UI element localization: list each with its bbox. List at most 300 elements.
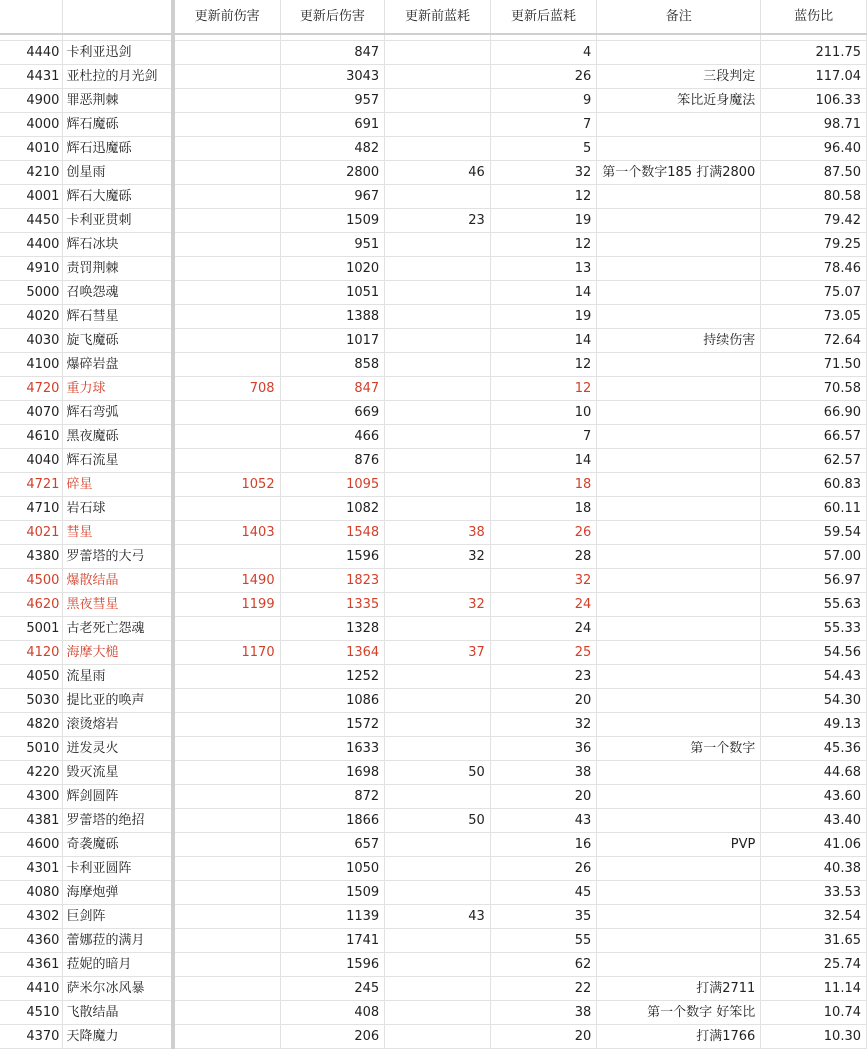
cell-after-damage[interactable]: 1082 xyxy=(280,496,385,520)
cell-id[interactable]: 4020 xyxy=(0,304,63,328)
cell-note[interactable] xyxy=(597,616,761,640)
cell-after-damage[interactable]: 1823 xyxy=(280,568,385,592)
cell-before-fp[interactable] xyxy=(385,784,491,808)
cell-spell-name[interactable]: 彗星 xyxy=(63,520,173,544)
cell-after-fp[interactable]: 7 xyxy=(490,112,597,136)
cell-after-damage[interactable]: 1633 xyxy=(280,736,385,760)
cell-note[interactable] xyxy=(597,280,761,304)
cell-id[interactable]: 4302 xyxy=(0,904,63,928)
cell-ratio[interactable]: 59.54 xyxy=(761,520,867,544)
cell-spell-name[interactable]: 萨米尔冰风暴 xyxy=(63,976,173,1000)
cell-ratio[interactable]: 55.63 xyxy=(761,592,867,616)
cell-before-damage[interactable] xyxy=(173,928,281,952)
cell-spell-name[interactable]: 罪恶荆棘 xyxy=(63,88,173,112)
cell-after-damage[interactable]: 1388 xyxy=(280,304,385,328)
cell-id[interactable]: 5030 xyxy=(0,688,63,712)
cell-after-damage[interactable]: 1364 xyxy=(280,640,385,664)
cell-after-damage[interactable]: 1050 xyxy=(280,856,385,880)
cell-note[interactable] xyxy=(597,304,761,328)
cell-note[interactable]: 第一个数字 xyxy=(597,736,761,760)
cell-ratio[interactable]: 43.60 xyxy=(761,784,867,808)
cell-before-damage[interactable] xyxy=(173,352,281,376)
cell-after-damage[interactable]: 1596 xyxy=(280,952,385,976)
cell-before-fp[interactable] xyxy=(385,448,491,472)
cell-spell-name[interactable]: 黑夜彗星 xyxy=(63,592,173,616)
cell-ratio[interactable]: 45.36 xyxy=(761,736,867,760)
cell-after-fp[interactable]: 12 xyxy=(490,232,597,256)
cell-after-damage[interactable]: 408 xyxy=(280,1000,385,1024)
cell-before-fp[interactable] xyxy=(385,832,491,856)
cell-after-damage[interactable]: 669 xyxy=(280,400,385,424)
cell-before-fp[interactable] xyxy=(385,424,491,448)
cell-note[interactable]: 笨比近身魔法 xyxy=(597,88,761,112)
cell-before-damage[interactable] xyxy=(173,808,281,832)
cell-note[interactable] xyxy=(597,352,761,376)
cell-after-fp[interactable]: 23 xyxy=(490,664,597,688)
cell-ratio[interactable]: 78.46 xyxy=(761,256,867,280)
cell-id[interactable]: 4900 xyxy=(0,88,63,112)
cell-ratio[interactable]: 33.53 xyxy=(761,880,867,904)
cell-note[interactable]: 第一个数字 好笨比 xyxy=(597,1000,761,1024)
cell-note[interactable] xyxy=(597,880,761,904)
cell-spell-name[interactable]: 黑夜魔砾 xyxy=(63,424,173,448)
cell-spell-name[interactable]: 亚杜拉的月光剑 xyxy=(63,64,173,88)
cell-after-fp[interactable]: 14 xyxy=(490,448,597,472)
cell-spell-name[interactable]: 卡利亚贯刺 xyxy=(63,208,173,232)
cell-before-damage[interactable]: 1052 xyxy=(173,472,281,496)
cell-spell-name[interactable]: 蕾娜菈的满月 xyxy=(63,928,173,952)
cell-after-fp[interactable]: 16 xyxy=(490,832,597,856)
cell-id[interactable]: 4381 xyxy=(0,808,63,832)
cell-after-fp[interactable]: 26 xyxy=(490,856,597,880)
cell-after-fp[interactable]: 12 xyxy=(490,352,597,376)
cell-after-fp[interactable]: 38 xyxy=(490,1000,597,1024)
cell-id[interactable]: 4820 xyxy=(0,712,63,736)
cell-before-damage[interactable]: 1490 xyxy=(173,568,281,592)
cell-id[interactable]: 4620 xyxy=(0,592,63,616)
cell-id[interactable]: 4450 xyxy=(0,208,63,232)
header-cell-before-damage[interactable]: 更新前伤害 xyxy=(173,0,281,34)
cell-after-fp[interactable]: 12 xyxy=(490,376,597,400)
cell-before-fp[interactable] xyxy=(385,928,491,952)
cell-ratio[interactable]: 40.38 xyxy=(761,856,867,880)
cell-id[interactable]: 4380 xyxy=(0,544,63,568)
cell-ratio[interactable]: 60.83 xyxy=(761,472,867,496)
cell-after-fp[interactable]: 32 xyxy=(490,712,597,736)
cell-before-damage[interactable] xyxy=(173,112,281,136)
cell-id[interactable]: 4610 xyxy=(0,424,63,448)
cell-note[interactable] xyxy=(597,808,761,832)
cell-note[interactable]: 第一个数字185 打满2800 xyxy=(597,160,761,184)
cell-id[interactable]: 4361 xyxy=(0,952,63,976)
cell-before-damage[interactable] xyxy=(173,616,281,640)
cell-before-damage[interactable] xyxy=(173,496,281,520)
cell-after-damage[interactable]: 872 xyxy=(280,784,385,808)
cell-note[interactable]: PVP xyxy=(597,832,761,856)
cell-spell-name[interactable]: 辉石弯弧 xyxy=(63,400,173,424)
cell-id[interactable]: 4370 xyxy=(0,1024,63,1048)
cell-note[interactable] xyxy=(597,448,761,472)
cell-id[interactable]: 4500 xyxy=(0,568,63,592)
cell-after-damage[interactable]: 847 xyxy=(280,376,385,400)
cell-before-damage[interactable] xyxy=(173,760,281,784)
cell-ratio[interactable]: 66.90 xyxy=(761,400,867,424)
cell-note[interactable] xyxy=(597,712,761,736)
cell-spell-name[interactable]: 飞散结晶 xyxy=(63,1000,173,1024)
cell-spell-name[interactable]: 爆散结晶 xyxy=(63,568,173,592)
cell-after-fp[interactable]: 38 xyxy=(490,760,597,784)
cell-before-damage[interactable] xyxy=(173,256,281,280)
cell-note[interactable] xyxy=(597,184,761,208)
cell-ratio[interactable]: 72.64 xyxy=(761,328,867,352)
cell-after-damage[interactable]: 1335 xyxy=(280,592,385,616)
cell-before-fp[interactable] xyxy=(385,616,491,640)
cell-spell-name[interactable]: 召唤怨魂 xyxy=(63,280,173,304)
cell-after-fp[interactable]: 45 xyxy=(490,880,597,904)
cell-before-damage[interactable] xyxy=(173,88,281,112)
cell-before-fp[interactable] xyxy=(385,952,491,976)
header-cell-name[interactable] xyxy=(63,0,173,34)
cell-id[interactable]: 4001 xyxy=(0,184,63,208)
cell-before-damage[interactable] xyxy=(173,40,281,64)
cell-id[interactable]: 4910 xyxy=(0,256,63,280)
cell-before-fp[interactable] xyxy=(385,880,491,904)
cell-before-damage[interactable] xyxy=(173,784,281,808)
cell-spell-name[interactable]: 海摩大槌 xyxy=(63,640,173,664)
cell-note[interactable] xyxy=(597,664,761,688)
cell-id[interactable]: 4080 xyxy=(0,880,63,904)
cell-id[interactable]: 4360 xyxy=(0,928,63,952)
cell-spell-name[interactable]: 辉石魔砾 xyxy=(63,112,173,136)
cell-after-fp[interactable]: 18 xyxy=(490,472,597,496)
cell-note[interactable] xyxy=(597,208,761,232)
cell-after-fp[interactable]: 14 xyxy=(490,328,597,352)
cell-after-fp[interactable]: 28 xyxy=(490,544,597,568)
cell-spell-name[interactable]: 辉石流星 xyxy=(63,448,173,472)
cell-note[interactable] xyxy=(597,472,761,496)
cell-after-fp[interactable]: 7 xyxy=(490,424,597,448)
cell-spell-name[interactable]: 创星雨 xyxy=(63,160,173,184)
header-cell-note[interactable]: 备注 xyxy=(597,0,761,34)
cell-before-damage[interactable] xyxy=(173,856,281,880)
cell-after-damage[interactable]: 1095 xyxy=(280,472,385,496)
cell-spell-name[interactable]: 提比亚的唤声 xyxy=(63,688,173,712)
cell-note[interactable]: 三段判定 xyxy=(597,64,761,88)
cell-before-damage[interactable] xyxy=(173,448,281,472)
cell-before-fp[interactable] xyxy=(385,280,491,304)
cell-after-damage[interactable]: 1328 xyxy=(280,616,385,640)
cell-before-fp[interactable]: 38 xyxy=(385,520,491,544)
cell-id[interactable]: 4040 xyxy=(0,448,63,472)
cell-before-fp[interactable]: 46 xyxy=(385,160,491,184)
cell-before-damage[interactable]: 1199 xyxy=(173,592,281,616)
header-cell-before-fp[interactable]: 更新前蓝耗 xyxy=(385,0,491,34)
cell-spell-name[interactable]: 辉石迅魔砾 xyxy=(63,136,173,160)
cell-before-damage[interactable] xyxy=(173,952,281,976)
cell-after-damage[interactable]: 1698 xyxy=(280,760,385,784)
cell-ratio[interactable]: 79.25 xyxy=(761,232,867,256)
cell-after-fp[interactable]: 14 xyxy=(490,280,597,304)
cell-ratio[interactable]: 55.33 xyxy=(761,616,867,640)
cell-ratio[interactable]: 62.57 xyxy=(761,448,867,472)
cell-id[interactable]: 4010 xyxy=(0,136,63,160)
cell-after-damage[interactable]: 466 xyxy=(280,424,385,448)
cell-ratio[interactable]: 117.04 xyxy=(761,64,867,88)
cell-after-damage[interactable]: 245 xyxy=(280,976,385,1000)
cell-before-damage[interactable] xyxy=(173,880,281,904)
cell-ratio[interactable]: 98.71 xyxy=(761,112,867,136)
cell-after-damage[interactable]: 1741 xyxy=(280,928,385,952)
cell-after-damage[interactable]: 1252 xyxy=(280,664,385,688)
cell-before-damage[interactable] xyxy=(173,136,281,160)
cell-after-fp[interactable]: 32 xyxy=(490,160,597,184)
cell-before-damage[interactable] xyxy=(173,1000,281,1024)
cell-id[interactable]: 4431 xyxy=(0,64,63,88)
cell-before-fp[interactable] xyxy=(385,256,491,280)
cell-ratio[interactable]: 41.06 xyxy=(761,832,867,856)
cell-before-damage[interactable] xyxy=(173,232,281,256)
cell-before-damage[interactable]: 1170 xyxy=(173,640,281,664)
cell-before-damage[interactable]: 708 xyxy=(173,376,281,400)
cell-before-damage[interactable] xyxy=(173,328,281,352)
cell-after-damage[interactable]: 1866 xyxy=(280,808,385,832)
cell-after-damage[interactable]: 1139 xyxy=(280,904,385,928)
cell-after-fp[interactable]: 24 xyxy=(490,592,597,616)
cell-before-damage[interactable] xyxy=(173,64,281,88)
cell-after-damage[interactable]: 1509 xyxy=(280,880,385,904)
cell-spell-name[interactable]: 奇袭魔砾 xyxy=(63,832,173,856)
cell-spell-name[interactable]: 碎星 xyxy=(63,472,173,496)
cell-before-fp[interactable] xyxy=(385,232,491,256)
cell-spell-name[interactable]: 辉石大魔砾 xyxy=(63,184,173,208)
cell-spell-name[interactable]: 罗蕾塔的绝招 xyxy=(63,808,173,832)
cell-note[interactable] xyxy=(597,112,761,136)
cell-ratio[interactable]: 32.54 xyxy=(761,904,867,928)
cell-ratio[interactable]: 54.30 xyxy=(761,688,867,712)
cell-note[interactable] xyxy=(597,760,761,784)
cell-id[interactable]: 5000 xyxy=(0,280,63,304)
cell-after-damage[interactable]: 876 xyxy=(280,448,385,472)
cell-after-fp[interactable]: 12 xyxy=(490,184,597,208)
cell-ratio[interactable]: 70.58 xyxy=(761,376,867,400)
cell-ratio[interactable]: 49.13 xyxy=(761,712,867,736)
cell-after-fp[interactable]: 20 xyxy=(490,784,597,808)
cell-after-fp[interactable]: 4 xyxy=(490,40,597,64)
cell-id[interactable]: 4050 xyxy=(0,664,63,688)
cell-id[interactable]: 4000 xyxy=(0,112,63,136)
cell-before-fp[interactable] xyxy=(385,688,491,712)
cell-note[interactable] xyxy=(597,232,761,256)
cell-ratio[interactable]: 10.30 xyxy=(761,1024,867,1048)
cell-before-fp[interactable] xyxy=(385,184,491,208)
cell-before-fp[interactable] xyxy=(385,40,491,64)
cell-before-damage[interactable] xyxy=(173,208,281,232)
cell-id[interactable]: 4440 xyxy=(0,40,63,64)
cell-spell-name[interactable]: 罗蕾塔的大弓 xyxy=(63,544,173,568)
cell-ratio[interactable]: 79.42 xyxy=(761,208,867,232)
cell-note[interactable] xyxy=(597,568,761,592)
cell-id[interactable]: 4600 xyxy=(0,832,63,856)
cell-before-fp[interactable] xyxy=(385,472,491,496)
cell-note[interactable] xyxy=(597,544,761,568)
cell-before-damage[interactable] xyxy=(173,424,281,448)
cell-before-fp[interactable]: 50 xyxy=(385,760,491,784)
cell-before-fp[interactable] xyxy=(385,136,491,160)
cell-before-fp[interactable] xyxy=(385,496,491,520)
cell-id[interactable]: 4400 xyxy=(0,232,63,256)
cell-before-fp[interactable] xyxy=(385,400,491,424)
cell-after-fp[interactable]: 24 xyxy=(490,616,597,640)
cell-after-damage[interactable]: 1509 xyxy=(280,208,385,232)
cell-after-damage[interactable]: 1548 xyxy=(280,520,385,544)
cell-before-damage[interactable] xyxy=(173,664,281,688)
cell-note[interactable] xyxy=(597,592,761,616)
cell-after-fp[interactable]: 20 xyxy=(490,1024,597,1048)
cell-before-damage[interactable] xyxy=(173,160,281,184)
cell-before-fp[interactable] xyxy=(385,88,491,112)
cell-ratio[interactable]: 11.14 xyxy=(761,976,867,1000)
cell-after-fp[interactable]: 10 xyxy=(490,400,597,424)
cell-note[interactable] xyxy=(597,640,761,664)
cell-before-damage[interactable] xyxy=(173,976,281,1000)
cell-ratio[interactable]: 56.97 xyxy=(761,568,867,592)
cell-after-damage[interactable]: 951 xyxy=(280,232,385,256)
cell-ratio[interactable]: 57.00 xyxy=(761,544,867,568)
cell-ratio[interactable]: 80.58 xyxy=(761,184,867,208)
cell-before-fp[interactable] xyxy=(385,328,491,352)
cell-id[interactable]: 5001 xyxy=(0,616,63,640)
cell-before-damage[interactable] xyxy=(173,544,281,568)
cell-spell-name[interactable]: 责罚荆棘 xyxy=(63,256,173,280)
cell-note[interactable] xyxy=(597,904,761,928)
cell-note[interactable] xyxy=(597,136,761,160)
cell-spell-name[interactable]: 爆碎岩盘 xyxy=(63,352,173,376)
cell-ratio[interactable]: 211.75 xyxy=(761,40,867,64)
cell-before-fp[interactable]: 37 xyxy=(385,640,491,664)
cell-after-damage[interactable]: 967 xyxy=(280,184,385,208)
cell-spell-name[interactable]: 卡利亚圆阵 xyxy=(63,856,173,880)
cell-before-fp[interactable] xyxy=(385,736,491,760)
cell-spell-name[interactable]: 辉石冰块 xyxy=(63,232,173,256)
cell-spell-name[interactable]: 旋飞魔砾 xyxy=(63,328,173,352)
cell-before-fp[interactable] xyxy=(385,1024,491,1048)
cell-ratio[interactable]: 10.74 xyxy=(761,1000,867,1024)
cell-note[interactable] xyxy=(597,952,761,976)
cell-before-damage[interactable]: 1403 xyxy=(173,520,281,544)
cell-before-fp[interactable] xyxy=(385,976,491,1000)
cell-ratio[interactable]: 44.68 xyxy=(761,760,867,784)
cell-id[interactable]: 4070 xyxy=(0,400,63,424)
cell-note[interactable] xyxy=(597,784,761,808)
cell-after-fp[interactable]: 32 xyxy=(490,568,597,592)
header-cell-ratio[interactable]: 蓝伤比 xyxy=(761,0,867,34)
cell-after-damage[interactable]: 657 xyxy=(280,832,385,856)
cell-before-fp[interactable]: 23 xyxy=(385,208,491,232)
cell-id[interactable]: 4300 xyxy=(0,784,63,808)
cell-ratio[interactable]: 25.74 xyxy=(761,952,867,976)
cell-after-fp[interactable]: 19 xyxy=(490,208,597,232)
cell-before-fp[interactable] xyxy=(385,568,491,592)
cell-note[interactable] xyxy=(597,400,761,424)
cell-before-damage[interactable] xyxy=(173,712,281,736)
cell-after-damage[interactable]: 1020 xyxy=(280,256,385,280)
cell-before-fp[interactable] xyxy=(385,376,491,400)
cell-note[interactable] xyxy=(597,496,761,520)
header-cell-after-damage[interactable]: 更新后伤害 xyxy=(280,0,385,34)
cell-before-damage[interactable] xyxy=(173,184,281,208)
cell-ratio[interactable]: 75.07 xyxy=(761,280,867,304)
cell-id[interactable]: 4100 xyxy=(0,352,63,376)
cell-note[interactable] xyxy=(597,376,761,400)
cell-spell-name[interactable]: 辉石彗星 xyxy=(63,304,173,328)
header-cell-id[interactable] xyxy=(0,0,63,34)
cell-after-damage[interactable]: 1017 xyxy=(280,328,385,352)
cell-before-fp[interactable]: 50 xyxy=(385,808,491,832)
cell-spell-name[interactable]: 岩石球 xyxy=(63,496,173,520)
cell-id[interactable]: 4210 xyxy=(0,160,63,184)
cell-spell-name[interactable]: 流星雨 xyxy=(63,664,173,688)
cell-note[interactable] xyxy=(597,856,761,880)
cell-ratio[interactable]: 54.56 xyxy=(761,640,867,664)
cell-id[interactable]: 4721 xyxy=(0,472,63,496)
cell-after-fp[interactable]: 9 xyxy=(490,88,597,112)
cell-after-damage[interactable]: 1596 xyxy=(280,544,385,568)
cell-after-damage[interactable]: 1051 xyxy=(280,280,385,304)
cell-after-fp[interactable]: 36 xyxy=(490,736,597,760)
cell-after-fp[interactable]: 20 xyxy=(490,688,597,712)
cell-after-damage[interactable]: 1572 xyxy=(280,712,385,736)
cell-id[interactable]: 4030 xyxy=(0,328,63,352)
cell-spell-name[interactable]: 巨剑阵 xyxy=(63,904,173,928)
cell-after-fp[interactable]: 35 xyxy=(490,904,597,928)
cell-id[interactable]: 4021 xyxy=(0,520,63,544)
cell-id[interactable]: 4720 xyxy=(0,376,63,400)
cell-before-fp[interactable] xyxy=(385,664,491,688)
header-cell-after-fp[interactable]: 更新后蓝耗 xyxy=(490,0,597,34)
cell-ratio[interactable]: 31.65 xyxy=(761,928,867,952)
cell-after-fp[interactable]: 62 xyxy=(490,952,597,976)
cell-after-fp[interactable]: 43 xyxy=(490,808,597,832)
cell-spell-name[interactable]: 滚烫熔岩 xyxy=(63,712,173,736)
cell-after-damage[interactable]: 957 xyxy=(280,88,385,112)
cell-spell-name[interactable]: 天降魔力 xyxy=(63,1024,173,1048)
cell-after-damage[interactable]: 2800 xyxy=(280,160,385,184)
cell-id[interactable]: 4410 xyxy=(0,976,63,1000)
cell-note[interactable] xyxy=(597,424,761,448)
cell-after-fp[interactable]: 18 xyxy=(490,496,597,520)
cell-ratio[interactable]: 60.11 xyxy=(761,496,867,520)
cell-before-damage[interactable] xyxy=(173,304,281,328)
cell-spell-name[interactable]: 海摩炮弹 xyxy=(63,880,173,904)
cell-after-fp[interactable]: 26 xyxy=(490,64,597,88)
cell-spell-name[interactable]: 辉剑圆阵 xyxy=(63,784,173,808)
cell-note[interactable]: 打满1766 xyxy=(597,1024,761,1048)
cell-id[interactable]: 4220 xyxy=(0,760,63,784)
cell-spell-name[interactable]: 菈妮的暗月 xyxy=(63,952,173,976)
cell-before-damage[interactable] xyxy=(173,736,281,760)
cell-before-damage[interactable] xyxy=(173,1024,281,1048)
cell-before-fp[interactable] xyxy=(385,352,491,376)
cell-note[interactable]: 打满2711 xyxy=(597,976,761,1000)
cell-before-damage[interactable] xyxy=(173,688,281,712)
cell-after-damage[interactable]: 691 xyxy=(280,112,385,136)
cell-before-fp[interactable]: 43 xyxy=(385,904,491,928)
cell-spell-name[interactable]: 古老死亡怨魂 xyxy=(63,616,173,640)
cell-before-fp[interactable] xyxy=(385,712,491,736)
cell-id[interactable]: 4301 xyxy=(0,856,63,880)
cell-before-damage[interactable] xyxy=(173,280,281,304)
cell-after-damage[interactable]: 3043 xyxy=(280,64,385,88)
